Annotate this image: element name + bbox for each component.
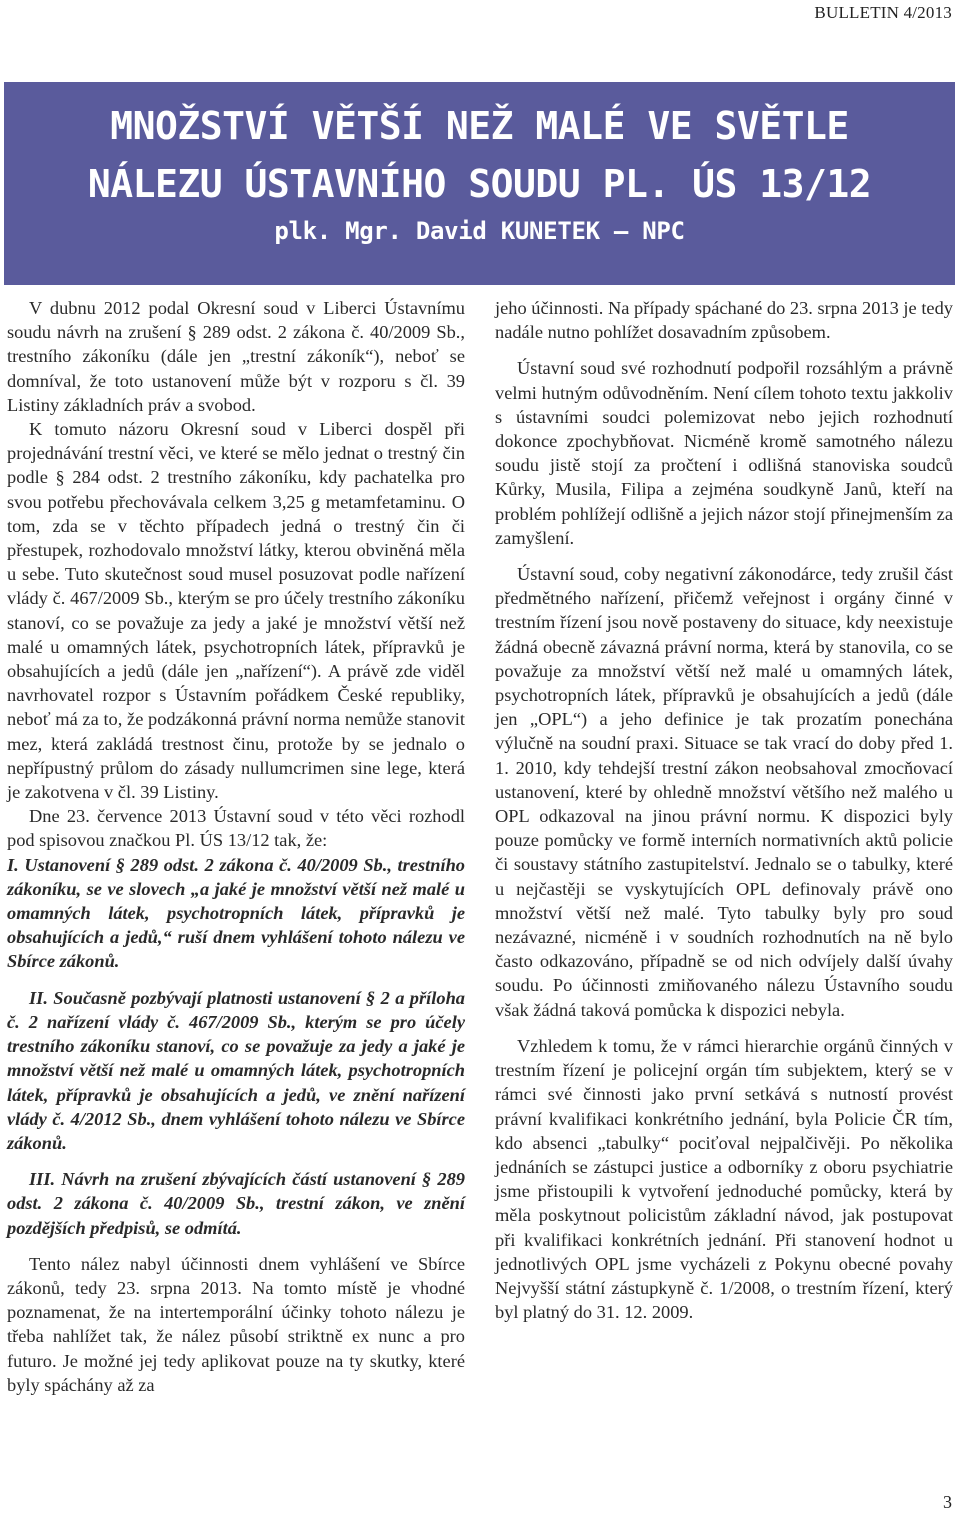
right-column xyxy=(495,296,953,1324)
article-title-line-2: NÁLEZU ÚSTAVNÍHO SOUDU PL. ÚS 13/12 xyxy=(87,162,872,206)
page-number: 3 xyxy=(943,1492,952,1512)
paragraph: V dubnu 2012 podal Okresní soud v Liberci Ústavnímu soudu návrh na zrušení § 289 odst. 2 zákona č. 40/2009 Sb., trestního zákoníku (dále jen „trestní zákoník“), neboť se domníval, že toto ustanovení může být v rozporu s čl. 39 Listiny základních práv a svobod. xyxy=(7,298,465,415)
paragraph: Ústavní soud, coby negativní zákonodárce, tedy zrušil část předmětného nařízení, přičemž veřejnost i orgány činné v trestním řízení jsou nově postaveny do situace, kdy neexistuje žádná obecně závazná právní norma, která by stanovila, co se považuje za množství větší než malé u omamných látek, psychotropních látek, přípravků je obsahujících a jedů (dále jen „OPL“) a jeho definice je tak prozatím ponechána výlučně na soudní praxi. Situace se tak vrací do doby před 1. 1. 2010, kdy tehdejší trestní zákon neobsahoval zmocňovací ustanovení, které by ohledně množství většího než malého u OPL odkazoval na jinou právní normu. K dispozici byly pouze pomůcky ve formě interních normativních aktů policie či soustavy státního zastupitelství. Jednalo se o tabulky, které u nejčastěji se vyskytujících OPL definovaly právě ono množství větší než malé. Tyto tabulky byly pro soud nezávazné, nicméně i v soudních rozhodnutích na ně bylo často odkazováno, případně se od nich odvíjely další úvahy soudu. Po účinnosti zmiňovaného nálezu Ústavního soudu však žádná taková pomůcka k dispozici nebyla. xyxy=(495,564,953,1020)
paragraph: Tento nález nabyl účinnosti dnem vyhlášení ve Sbírce zákonů, tedy 23. srpna 2013. Na tomto místě je vhodné poznamenat, že na intertemporální účinky tohoto nálezu je třeba nahlížet tak, že nález působí striktně ex nunc a pro futuro. Je možné jej tedy aplikovat pouze na ty skutky, které byly spáchány až za xyxy=(7,1253,465,1395)
paragraph: jeho účinnosti. Na případy spáchané do 23. srpna 2013 je tedy nadále nutno pohlížet dosavadním způsobem. xyxy=(495,298,953,343)
paragraph: Vzhledem k tomu, že v rámci hierarchie orgánů činných v trestním řízení je policejní orgán tím subjektem, který se v rámci své činnosti jako první setkává s nutností provést právní kvalifikaci konkrétního jednání, byla Policie ČR tím, kdo absenci „tabulky“ pociťoval nejpalčivěji. Po několika jednáních se zástupci justice a odborníky z oboru psychiatrie jsme přistoupili k vytvoření jednoduché pomůcky, která by měla poskytnout policistům základní návod, jak postupovat při kvalifikaci konkrétních jednání. Při stanovení hodnot u jednotlivých OPL jsme vycházeli z Pokynu obecné povahy Nejvyšší státní zástupkyně č. 1/2008, o trestním řízení, který byl platný do 31. 12. 2009. xyxy=(495,1035,953,1323)
left-column xyxy=(7,296,465,1397)
article-title-line-1: MNOŽSTVÍ VĚTŠÍ NEŽ MALÉ VE SVĚTLE xyxy=(110,104,849,148)
article-author: plk. Mgr. David KUNETEK – NPC xyxy=(274,217,685,245)
ruling-point-3: III. Návrh na zrušení zbývajících částí ustanovení § 289 odst. 2 zákona č. 40/2009 Sb., trestní zákon, ve znění pozdějších předpisů, se odmítá. xyxy=(7,1169,465,1238)
ruling-point-1: I. Ustanovení § 289 odst. 2 zákona č. 40/2009 Sb., trestního zákoníku, se ve slovech „a jaké je množství větší než malé u omamných látek, psychotropních látek, přípravků je obsahujících a jedů,“ ruší dnem vyhlášení tohoto nálezu ve Sbírce zákonů. xyxy=(7,854,465,972)
paragraph: K tomuto názoru Okresní soud v Liberci dospěl při projednávání trestní věci, ve které se mělo jednat o trestný čin podle § 284 odst. 2 trestního zákoníku, kdy pachatelka pro svou potřebu přechovávala celkem 3,25 g metamfetaminu. O tom, zda se v těchto případech jedná o trestný čin či přestupek, rozhodovalo množství látky, kterou obviněná měla u sebe. Tuto skutečnost soud musel posuzovat podle nařízení vlády č. 467/2009 Sb., kterým se pro účely trestního zákoníku stanoví, co se považuje za jedy a jaké je množství větší než malé u omamných látek, psychotropních látek, přípravků je obsahujících a jedů (dále jen „nařízení“). A právě zde viděl navrhovatel rozpor s Ústavním pořádkem České republiky, neboť má za to, že podzákonná právní norma nemůže stanovit mez, která zakládá trestnost činu, protože by se jednalo o nepřípustný průlom do zásady nullumcrimen sine lege, která je zakotvena v čl. 39 Listiny. xyxy=(7,419,465,803)
running-head: BULLETIN 4/2013 xyxy=(814,3,952,22)
ruling-point-2: II. Současně pozbývají platnosti ustanovení § 2 a příloha č. 2 nařízení vlády č. 467/2009 Sb., kterým se pro účely trestního zákoníku stanoví, co se považuje za jedy a jaké je množství větší než malé u omamných látek, psychotropních látek, přípravků je obsahujících a jedů, ve znění nařízení vlády č. 4/2012 Sb., dnem vyhlášení tohoto nálezu ve Sbírce zákonů. xyxy=(7,987,465,1153)
paragraph: Ústavní soud své rozhodnutí podpořil rozsáhlým a právně velmi hutným odůvodněním. Není cílem tohoto textu jakkoliv s ústavními soudci polemizovat nebo jejich rozhodnutí dokonce zpochybňovat. Nicméně kromě samotného nálezu soudu jistě stojí za pročtení i odlišná stanoviska soudců Kůrky, Musila, Filipa a zejména soudkyně Janů, kteří na problém pohlížejí odlišně a jejich názor stojí přinejmenším za zamyšlení. xyxy=(495,358,953,548)
paragraph: Dne 23. července 2013 Ústavní soud v této věci rozhodl pod spisovou značkou Pl. ÚS 13/12 tak, že: xyxy=(7,806,465,851)
title-banner xyxy=(4,82,955,285)
